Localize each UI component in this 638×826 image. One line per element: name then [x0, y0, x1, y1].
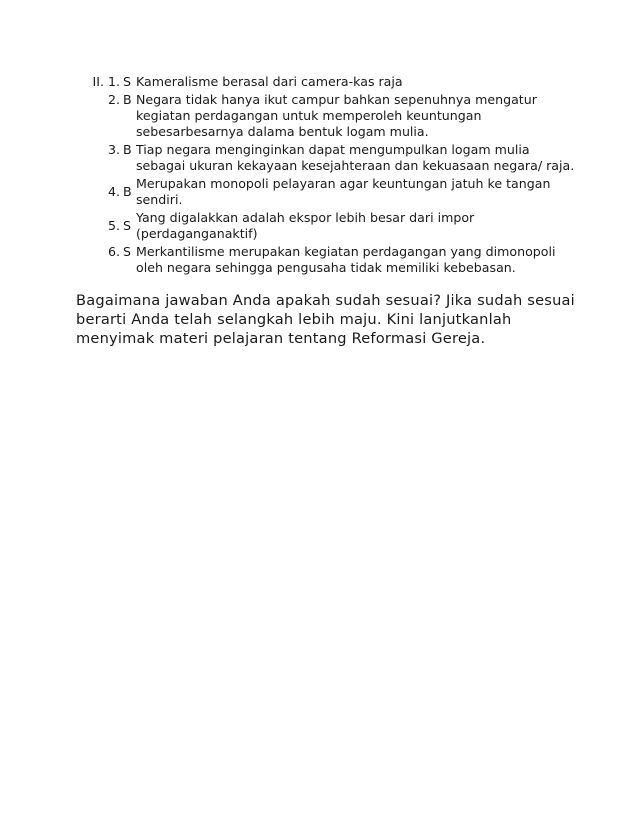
answer-text-line: oleh negara sehingga pengusaha tidak memiliki kebebasan. [136, 260, 516, 275]
answer-text [136, 74, 586, 90]
answer-text-line: sebesarbesarnya dalama bentuk logam mulia. [136, 124, 429, 139]
answer-number: II. 1. [92, 74, 120, 89]
answer-text-line: Yang digalakkan adalah ekspor lebih besar dari impor [136, 210, 475, 225]
answer-key: S [123, 244, 131, 259]
answer-item-2 [76, 92, 586, 140]
answer-item-6 [76, 244, 586, 276]
answer-text [136, 142, 586, 174]
answer-key: B [123, 184, 132, 199]
answer-key: S [123, 218, 131, 233]
answer-number: 6. [107, 244, 120, 259]
answer-item-3 [76, 142, 586, 174]
closing-line: Bagaimana jawaban Anda apakah sudah sesuai? Jika sudah sesuai [76, 292, 575, 309]
answer-key: S [123, 74, 131, 89]
answer-text [136, 92, 586, 140]
answer-number: 3. [107, 142, 120, 157]
answer-key: B [123, 142, 132, 157]
answer-item-1 [76, 74, 586, 90]
closing-line: berarti Anda telah selangkah lebih maju. Kini lanjutkanlah [76, 311, 512, 328]
answer-text [136, 210, 586, 242]
answer-text-line: Merkantilisme merupakan kegiatan perdagangan yang dimonopoli [136, 244, 556, 259]
answer-text-line: Kameralisme berasal dari camera-kas raja [136, 74, 403, 89]
answer-key: B [123, 92, 132, 107]
answer-number: 4. [107, 184, 120, 199]
answer-item-4 [76, 176, 586, 208]
closing-line: menyimak materi pelajaran tentang Reformasi Gereja. [76, 330, 486, 347]
answer-text-line: (perdaganganaktif) [136, 226, 258, 241]
closing-paragraph [76, 291, 576, 348]
answer-text-line: Merupakan monopoli pelayaran agar keuntungan jatuh ke tangan [136, 176, 551, 191]
answer-text-line: Tiap negara menginginkan dapat mengumpulkan logam mulia [136, 142, 530, 157]
answer-item-5 [76, 210, 586, 242]
answer-number: 2. [107, 92, 120, 107]
answer-key-list [76, 74, 586, 278]
answer-text-line: sebagai ukuran kekayaan kesejahteraan dan kekuasaan negara/ raja. [136, 158, 575, 173]
answer-text-line: sendiri. [136, 192, 183, 207]
answer-text-line: Negara tidak hanya ikut campur bahkan sepenuhnya mengatur [136, 92, 537, 107]
answer-number: 5. [107, 218, 120, 233]
answer-text [136, 176, 586, 208]
answer-text [136, 244, 586, 276]
answer-text-line: kegiatan perdagangan untuk memperoleh keuntungan [136, 108, 482, 123]
